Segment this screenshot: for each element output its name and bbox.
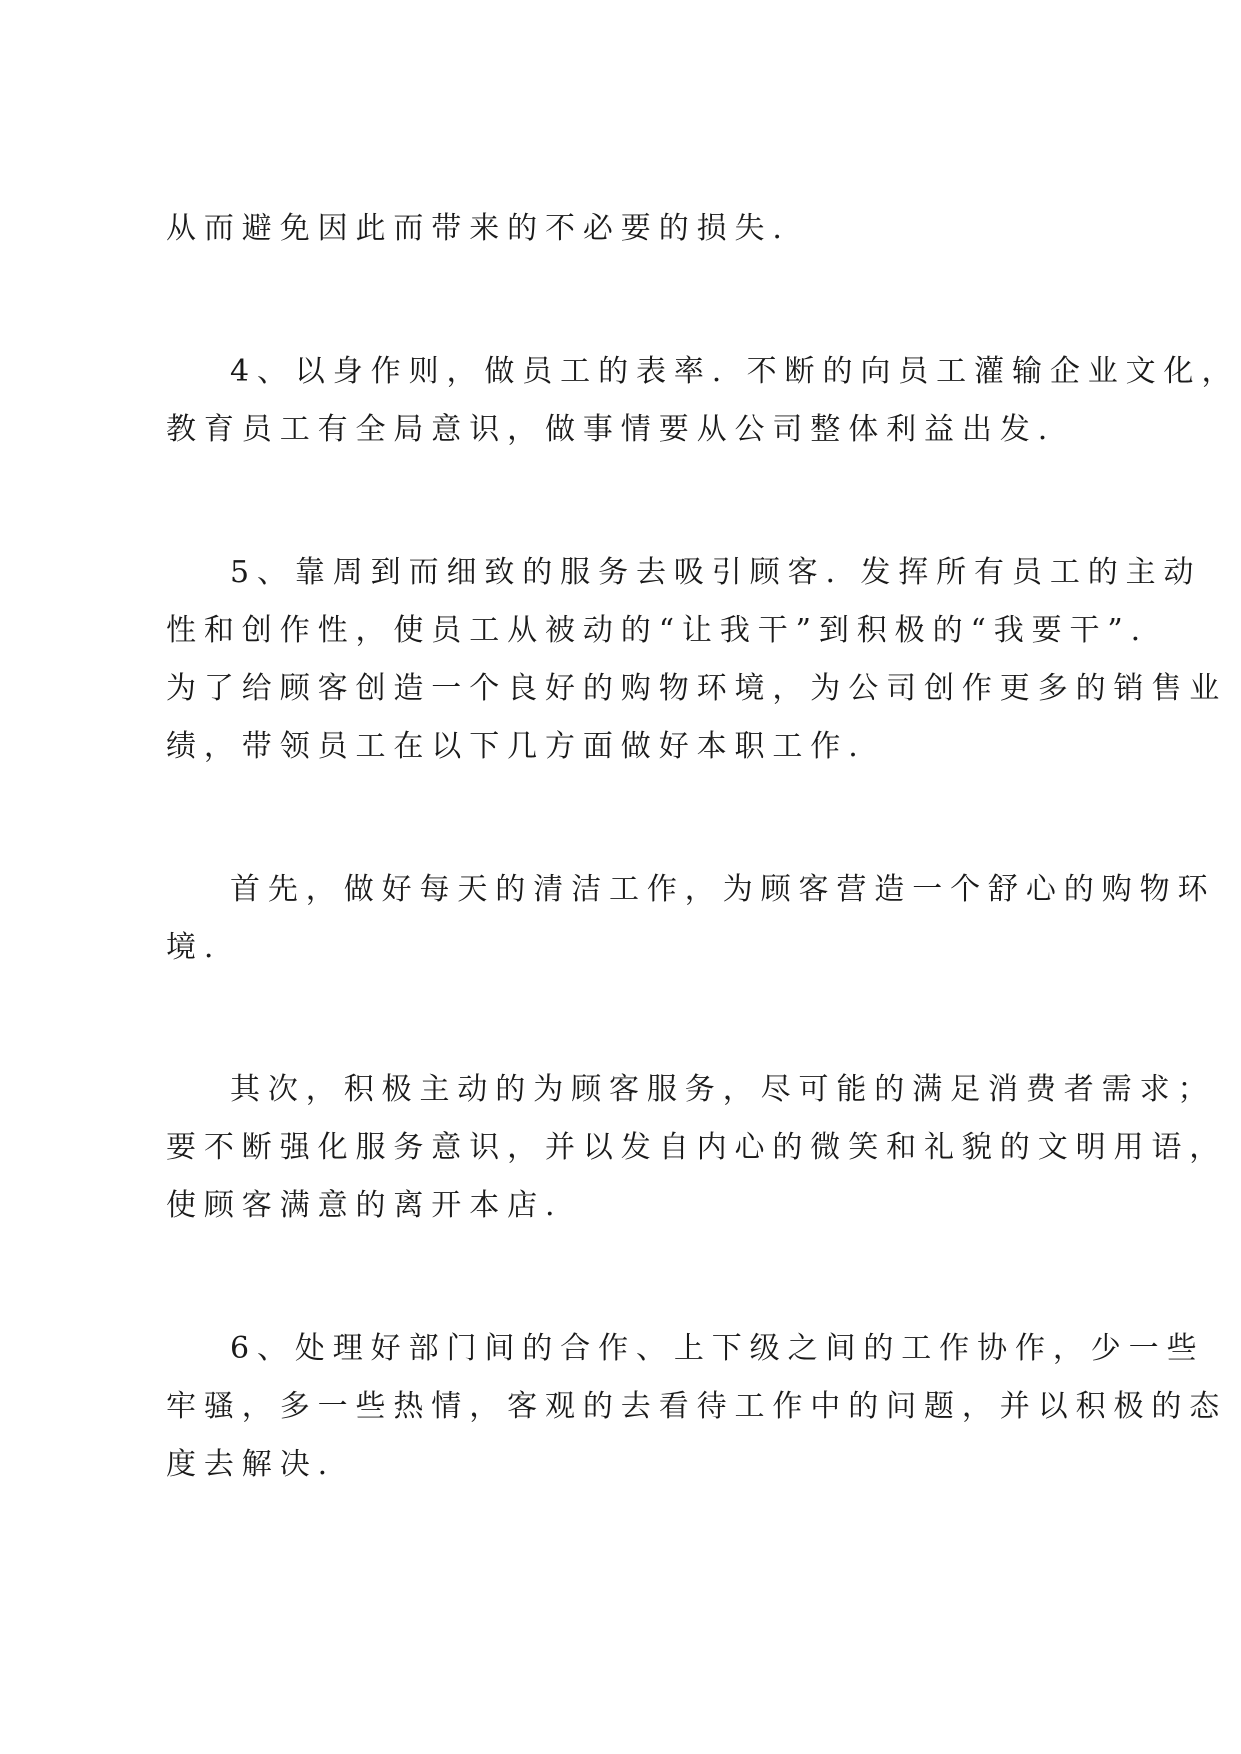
paragraph-line: 牢骚，多一些热情，客观的去看待工作中的问题，并以积极的态 [166, 1389, 1228, 1424]
paragraph-line: 从而避免因此而带来的不必要的损失. [166, 211, 790, 246]
paragraph-line: 使顾客满意的离开本店. [166, 1188, 563, 1223]
paragraph-line: 要不断强化服务意识，并以发自内心的微笑和礼貌的文明用语， [166, 1130, 1228, 1165]
paragraph-line: 其次，积极主动的为顾客服务，尽可能的满足消费者需求； [230, 1072, 1216, 1107]
paragraph-line: 教育员工有全局意识，做事情要从公司整体利益出发. [166, 412, 1056, 447]
paragraph-line: 境. [166, 930, 222, 965]
paragraph-line: 5、靠周到而细致的服务去吸引顾客. 发挥所有员工的主动 [230, 555, 1202, 590]
paragraph-line: 6、处理好部门间的合作、上下级之间的工作协作，少一些 [230, 1331, 1205, 1366]
paragraph-line: 性和创作性，使员工从被动的“让我干”到积极的“我要干”. [166, 613, 1149, 648]
paragraph-line: 4、以身作则，做员工的表率. 不断的向员工灌输企业文化， [230, 354, 1240, 389]
paragraph-line: 度去解决. [166, 1447, 336, 1482]
paragraph-line: 首先，做好每天的清洁工作，为顾客营造一个舒心的购物环 [230, 872, 1216, 907]
paragraph-line: 绩，带领员工在以下几方面做好本职工作. [166, 729, 866, 764]
paragraph-line: 为了给顾客创造一个良好的购物环境，为公司创作更多的销售业 [166, 671, 1228, 706]
